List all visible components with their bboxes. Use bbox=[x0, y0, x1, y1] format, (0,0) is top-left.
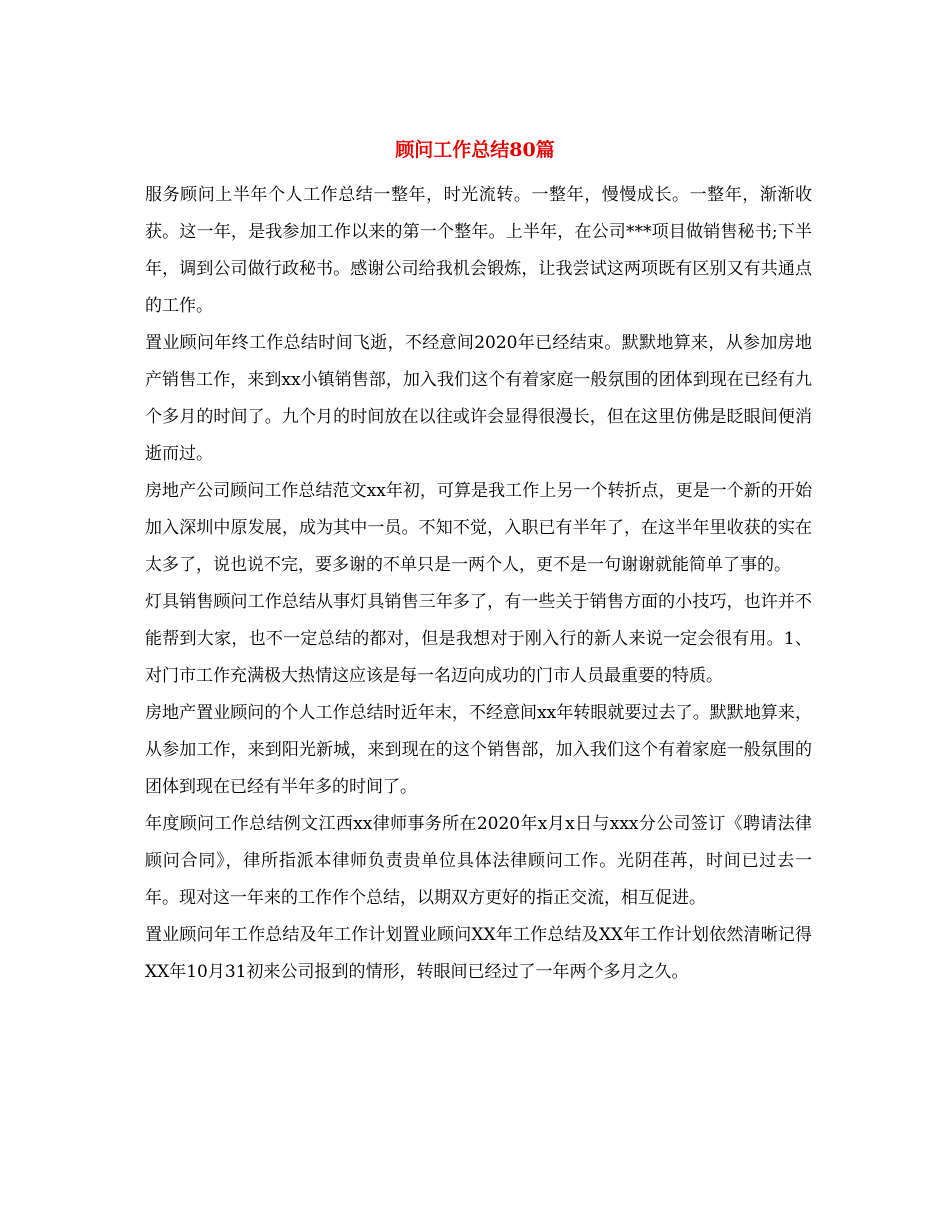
paragraph-legal-advisor: 年度顾问工作总结例文江西xx律师事务所在2020年x月x日与xxx分公司签订《聘请法律顾问合同》，律所指派本律师负责贵单位具体法律顾问工作。光阴荏苒，时间已过去一年。现对这一年来的工作作个总结，以期双方更好的指正交流，相互促进。 bbox=[145, 814, 812, 908]
document-body bbox=[145, 177, 812, 991]
document-title: 顾问工作总结80篇 bbox=[395, 139, 555, 161]
paragraph-service-advisor: 服务顾问上半年个人工作总结一整年，时光流转。一整年，慢慢成长。一整年，渐渐收获。这一年，是我参加工作以来的第一个整年。上半年，在公司***项目做销售秘书;下半年，调到公司做行政秘书。感谢公司给我机会锻炼，让我尝试这两项既有区别又有共通点的工作。 bbox=[145, 185, 812, 316]
paragraph-property-advisor-personal: 房地产置业顾问的个人工作总结时近年末，不经意间xx年转眼就要过去了。默默地算来，从参加工作，来到阳光新城，来到现在的这个销售部，加入我们这个有着家庭一般氛围的团体到现在已经有半年多的时间了。 bbox=[145, 703, 812, 797]
paragraph-lighting-sales: 灯具销售顾问工作总结从事灯具销售三年多了，有一些关于销售方面的小技巧，也许并不能帮到大家，也不一定总结的都对，但是我想对于刚入行的新人来说一定会很有用。1、对门市工作充满极大热情这应该是每一名迈向成功的门市人员最重要的特质。 bbox=[145, 592, 812, 686]
paragraph-property-advisor-annual: 置业顾问年终工作总结时间飞逝，不经意间2020年已经结束。默默地算来，从参加房地产销售工作，来到xx小镇销售部，加入我们这个有着家庭一般氛围的团体到现在已经有九个多月的时间了。九个月的时间放在以往或许会显得很漫长，但在这里仿佛是眨眼间便消逝而过。 bbox=[145, 333, 812, 464]
paragraph-work-plan: 置业顾问年工作总结及年工作计划置业顾问XX年工作总结及XX年工作计划依然清晰记得XX年10月31初来公司报到的情形，转眼间已经过了一年两个多月之久。 bbox=[145, 925, 812, 982]
paragraph-real-estate-company: 房地产公司顾问工作总结范文xx年初，可算是我工作上另一个转折点，更是一个新的开始加入深圳中原发展，成为其中一员。不知不觉，入职已有半年了，在这半年里收获的实在太多了，说也说不完，要多谢的不单只是一两个人，更不是一句谢谢就能简单了事的。 bbox=[145, 481, 812, 575]
